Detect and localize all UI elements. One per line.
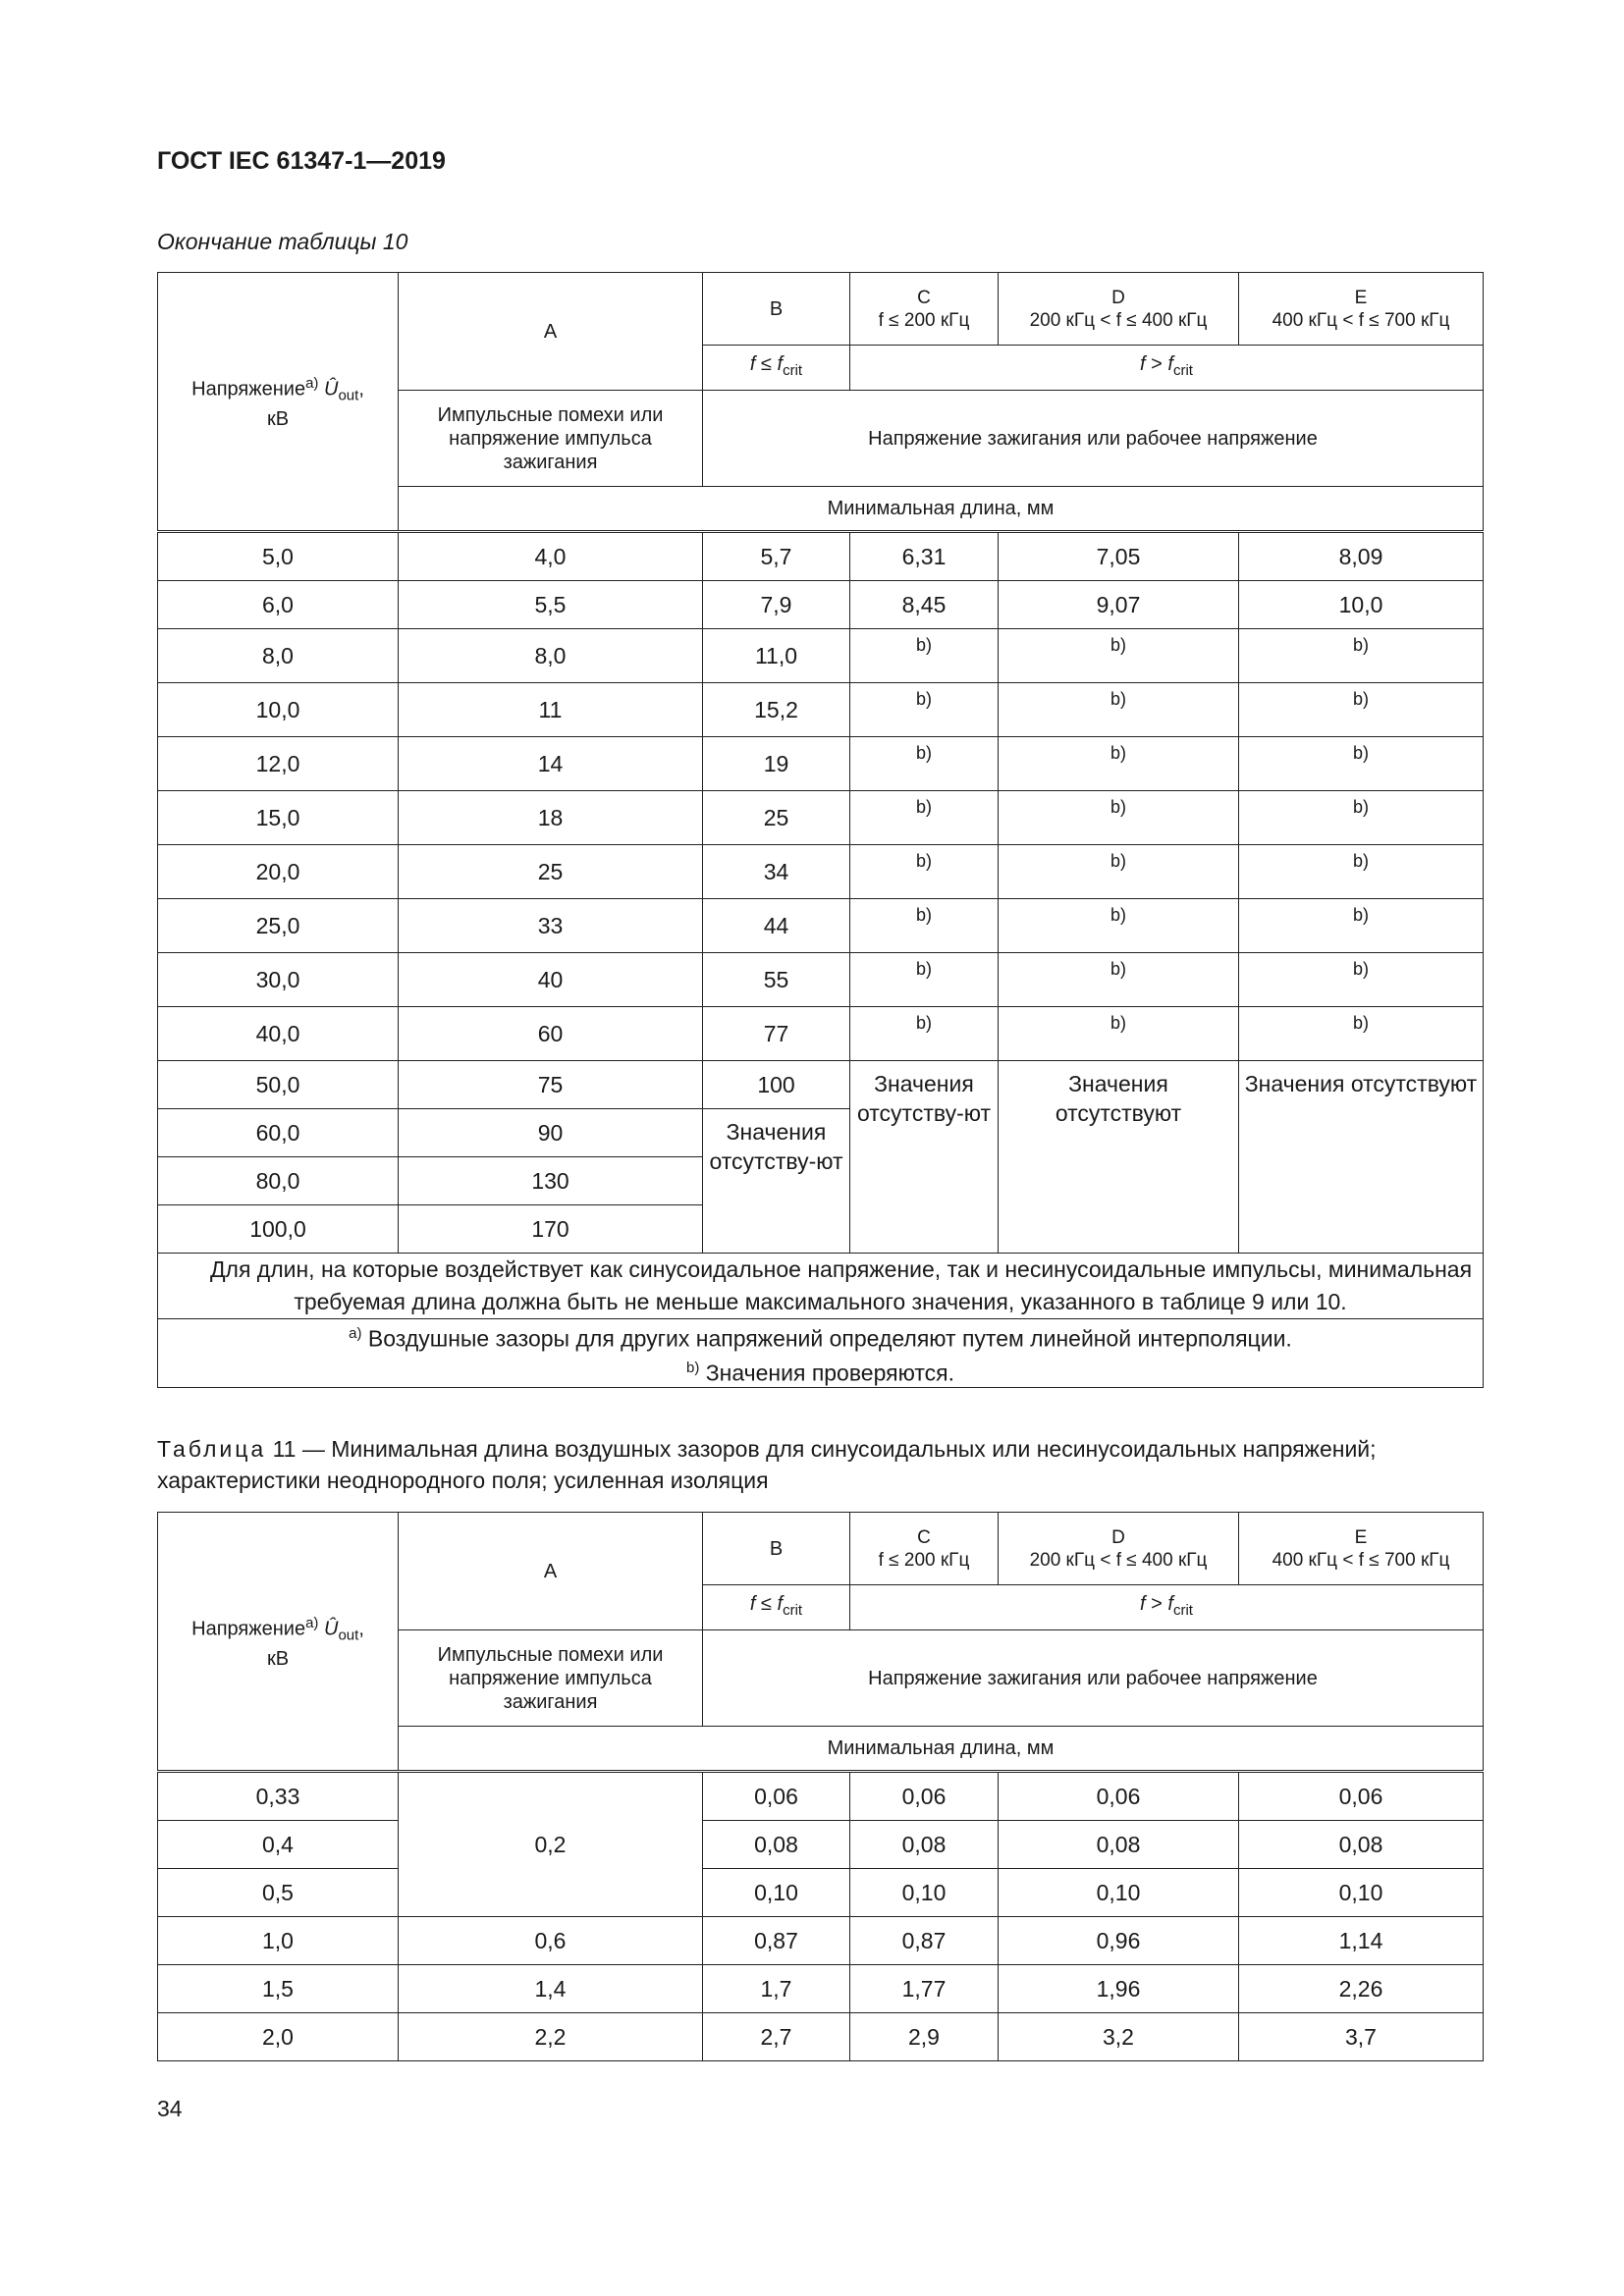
table-row: 15,0 18 25 b) b) b) — [158, 791, 1484, 845]
impulse-header: Импульсные помехи или напряжение импульса зажигания — [399, 1630, 703, 1727]
table-row: 1,0 0,6 0,87 0,87 0,96 1,14 — [158, 1917, 1484, 1965]
col-c-header: C f ≤ 200 кГц — [850, 1513, 999, 1585]
voltage-header: Напряжение$^{a)}$ $Û_{out}$, кВ — [158, 273, 399, 532]
col-d-header: D 200 кГц < f ≤ 400 кГц — [999, 1513, 1239, 1585]
table-10 — [157, 272, 1484, 1388]
absent-c: Значения отсутству-ют — [850, 1061, 999, 1254]
ignition-header: Напряжение зажигания или рабочее напряжение — [703, 1630, 1484, 1727]
table-row: 40,0 60 77 b) b) b) — [158, 1007, 1484, 1061]
table-row: 0,5 0,10 0,10 0,10 0,10 — [158, 1869, 1484, 1917]
table-row: 6,0 5,5 7,9 8,45 9,07 10,0 — [158, 581, 1484, 629]
b-condition: $f \le f_{crit}$ — [703, 1585, 850, 1630]
absent-e: Значения отсутствуют — [1239, 1061, 1484, 1254]
impulse-header: Импульсные помехи или напряжение импульса зажигания — [399, 391, 703, 487]
table-row: 25,0 33 44 b) b) b) — [158, 899, 1484, 953]
absent-b: Значения отсутству-ют — [703, 1109, 850, 1254]
voltage-header: Напряжение$^{a)}$ $Û_{out}$, кВ — [158, 1513, 399, 1772]
col-e-header: E 400 кГц < f ≤ 700 кГц — [1239, 1513, 1484, 1585]
table10-note: Для длин, на которые воздействует как синусоидальное напряжение, так и несинусоидальные импульсы, минимальная требуемая длина должна быть не меньше максимального значения, указанного в таблице 9 или 10. — [158, 1254, 1484, 1319]
b-condition: $f \le f_{crit}$ — [703, 346, 850, 391]
table-row: 50,0 75 100 Значения отсутству-ют Значения отсутствуют Значения отсутствуют — [158, 1061, 1484, 1109]
col-a-header: A — [399, 273, 703, 391]
table-row: 80,0 130 — [158, 1157, 1484, 1205]
col-e-header: E 400 кГц < f ≤ 700 кГц — [1239, 273, 1484, 346]
col-a-header: A — [399, 1513, 703, 1630]
table-row: 8,0 8,0 11,0 b) b) b) — [158, 629, 1484, 683]
min-length-header: Минимальная длина, мм — [399, 487, 1484, 532]
document-title: ГОСТ IEC 61347-1—2019 — [157, 147, 446, 175]
table-row: 60,0 90 Значения отсутству-ют — [158, 1109, 1484, 1157]
table-row: 12,0 14 19 b) b) b) — [158, 737, 1484, 791]
shared-a-value: 0,2 — [399, 1772, 703, 1917]
table-11 — [157, 1512, 1484, 2061]
table-row: 2,0 2,2 2,7 2,9 3,2 3,7 — [158, 2013, 1484, 2061]
table-row: 5,0 4,0 5,7 6,31 7,05 8,09 — [158, 532, 1484, 581]
table-row: 20,0 25 34 b) b) b) — [158, 845, 1484, 899]
table-row: 0,33 0,2 0,06 0,06 0,06 0,06 — [158, 1772, 1484, 1821]
table-row: 30,0 40 55 b) b) b) — [158, 953, 1484, 1007]
ignition-header: Напряжение зажигания или рабочее напряжение — [703, 391, 1484, 487]
absent-d: Значения отсутствуют — [999, 1061, 1239, 1254]
col-c-header: C f ≤ 200 кГц — [850, 273, 999, 346]
col-d-header: D 200 кГц < f ≤ 400 кГц — [999, 273, 1239, 346]
min-length-header: Минимальная длина, мм — [399, 1727, 1484, 1772]
table-row: 0,4 0,08 0,08 0,08 0,08 — [158, 1821, 1484, 1869]
table-row: 100,0 170 — [158, 1205, 1484, 1254]
table11-caption: Таблица 11 — Минимальная длина воздушных зазоров для синусоидальных или несинусоидальных напряжений; характеристики неоднородного поля; усиленная изоляция — [157, 1436, 1377, 1493]
table10-caption: Окончание таблицы 10 — [157, 229, 408, 254]
table10-footnotes: $^{a)}$ Воздушные зазоры для других напряжений определяют путем линейной интерполяции. $^{b)}$ Значения проверяются. — [158, 1319, 1484, 1388]
col-b-header: B — [703, 273, 850, 346]
table-row: 1,5 1,4 1,7 1,77 1,96 2,26 — [158, 1965, 1484, 2013]
cde-condition: $f > f_{crit}$ — [850, 346, 1484, 391]
col-b-header: B — [703, 1513, 850, 1585]
table-row: 10,0 11 15,2 b) b) b) — [158, 683, 1484, 737]
cde-condition: $f > f_{crit}$ — [850, 1585, 1484, 1630]
page-number: 34 — [157, 2096, 183, 2121]
